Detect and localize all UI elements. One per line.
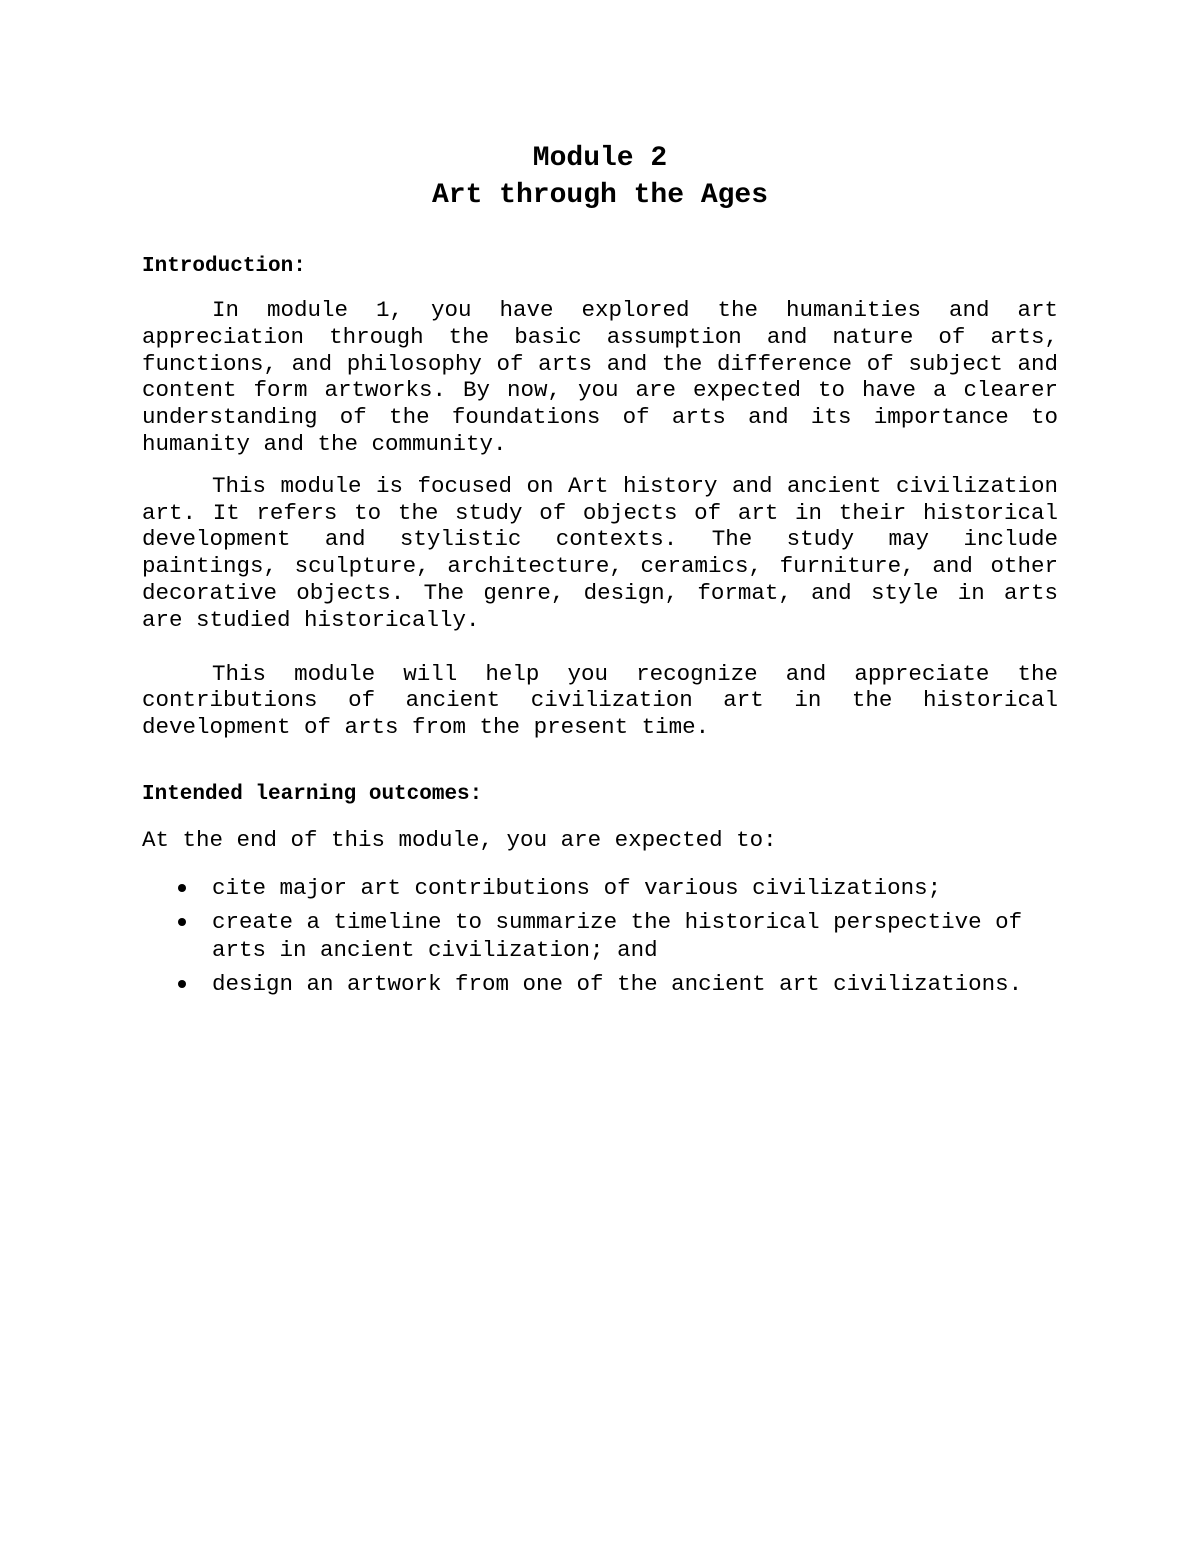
list-item <box>142 970 1058 998</box>
outcomes-list <box>142 874 1058 998</box>
list-item <box>142 874 1058 902</box>
bullet-icon <box>178 918 186 926</box>
introduction-paragraph: This module will help you recognize and appreciate the contributions of ancient civilization art in the historical development of arts from the present time. <box>142 660 1058 741</box>
bullet-icon <box>178 980 186 988</box>
module-title: Art through the Ages <box>431 180 769 211</box>
module-label: Module 2 <box>532 143 668 174</box>
outcomes-heading: Intended learning outcomes: <box>142 782 483 806</box>
outcome-text: cite major art contributions of various civilizations; <box>212 874 942 901</box>
introduction-paragraph: In module 1, you have explored the humanities and art appreciation through the basic assumption and nature of arts, functions, and philosophy of arts and the difference of subject and content form artworks. By now, you are expected to have a clearer understanding of the foundations of arts and its importance to humanity and the community. <box>142 297 1058 457</box>
outcomes-lead: At the end of this module, you are expected to: <box>142 826 777 853</box>
document-page <box>142 140 1058 1004</box>
document-title <box>142 140 1058 214</box>
outcome-text: create a timeline to summarize the historical perspective of arts in ancient civilization; and <box>212 908 1023 963</box>
list-item <box>142 908 1058 964</box>
outcome-text: design an artwork from one of the ancient art civilizations. <box>212 970 1023 997</box>
bullet-icon <box>178 884 186 892</box>
introduction-heading: Introduction: <box>142 255 306 278</box>
introduction-paragraph: This module is focused on Art history and ancient civilization art. It refers to the study of objects of art in their historical development and stylistic contexts. The study may include paintings, sculpture, architecture, ceramics, furniture, and other decorative objects. The genre, design, format, and style in arts are studied historically. <box>142 472 1058 633</box>
